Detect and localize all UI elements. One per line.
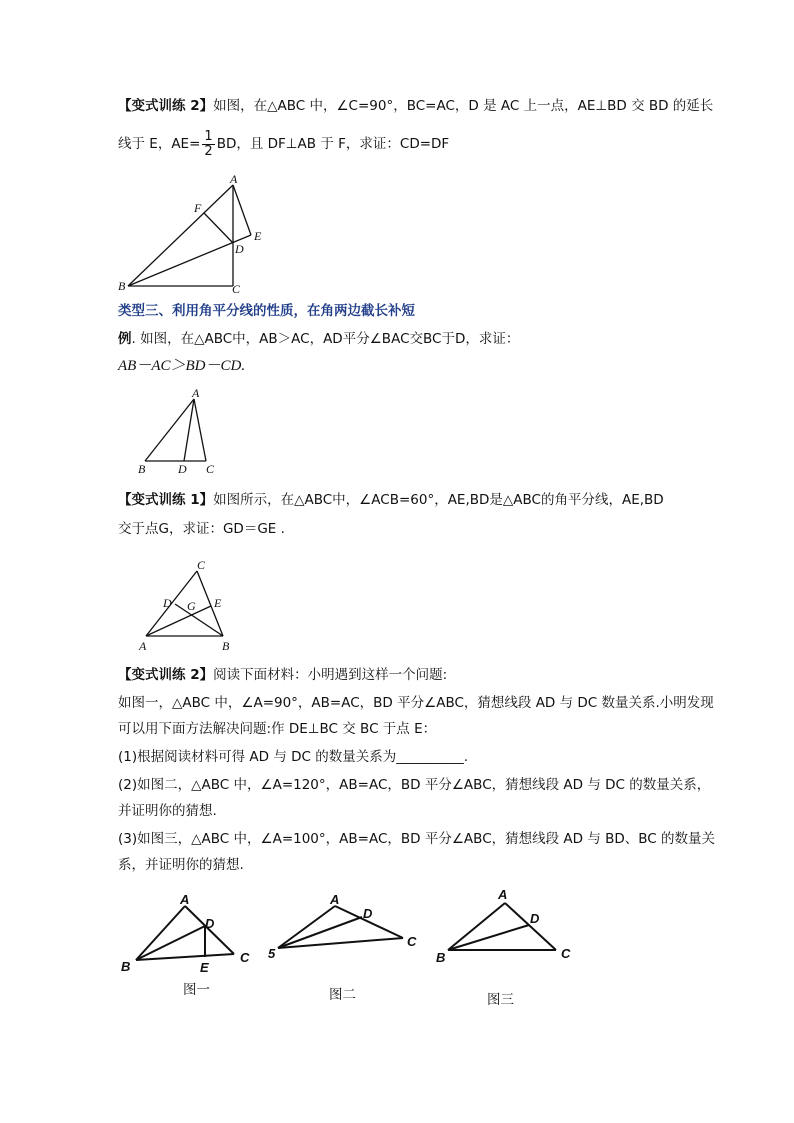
caption-figure-1: 图一 bbox=[183, 982, 210, 998]
fig2-segment-ab bbox=[278, 906, 335, 948]
question-2-line-2: 并证明你的猜想. bbox=[118, 803, 217, 819]
problem-2-text: 如图所示，在△ABC中，∠ACB=60°，AE,BD是△ABC的角平分线，AE,BD bbox=[213, 492, 664, 508]
fig1-label-d: D bbox=[205, 916, 215, 931]
problem-2-line-2: 交于点G，求证：GD＝GE . bbox=[118, 521, 285, 537]
label-c: C bbox=[206, 462, 215, 476]
fig2-segment-bd bbox=[278, 917, 362, 948]
problem-3-intro: 阅读下面材料：小明遇到这样一个问题: bbox=[213, 667, 448, 683]
label-g: G bbox=[187, 599, 196, 613]
fig2-label-b: 5 bbox=[268, 946, 276, 961]
label-c: C bbox=[197, 558, 206, 572]
label-a: A bbox=[139, 639, 147, 653]
fig1-label-c: C bbox=[240, 950, 250, 965]
label-f: F bbox=[194, 201, 202, 215]
problem-3-text-2: 可以用下面方法解决问题:作 DE⊥BC 交 BC 于点 E： bbox=[118, 721, 437, 737]
question-2-line-1: (2)如图二，△ABC 中，∠A=120°，AB=AC，BD 平分∠ABC，猜想线段 AD 与 DC 的数量关系， bbox=[118, 777, 711, 793]
example-text: . 如图，在△ABC中，AB＞AC，AD平分∠BAC交BC于D，求证： bbox=[131, 331, 520, 347]
label-d: D bbox=[235, 242, 244, 256]
question-1: (1)根据阅读材料可得 AD 与 DC 的数量关系为__________. bbox=[118, 749, 469, 765]
fig3-label-c: C bbox=[561, 946, 571, 961]
fig3-segment-bd bbox=[448, 925, 529, 950]
label-e: E bbox=[254, 229, 262, 243]
fig2-label-c: C bbox=[407, 934, 417, 949]
question-3-line-2: 系，并证明你的猜想. bbox=[118, 857, 244, 873]
fig3-label-a: A bbox=[498, 887, 508, 902]
fraction-numerator: 1 bbox=[204, 128, 213, 144]
problem-1-text: 如图，在△ABC 中，∠C=90°，BC=AC，D 是 AC 上一点，AE⊥BD 交 BD 的延长 bbox=[213, 98, 714, 114]
problem-3-text-1: 如图一，△ABC 中，∠A=90°，AB=AC，BD 平分∠ABC，猜想线段 AD 与 DC 数量关系.小明发现 bbox=[118, 695, 714, 711]
problem-2-tag: 【变式训练 1】 bbox=[118, 492, 214, 508]
label-b: B bbox=[118, 279, 126, 293]
fig2-segment-bc bbox=[278, 938, 403, 948]
fig1-segment-bc bbox=[136, 954, 234, 960]
fig3-segment-ab bbox=[448, 903, 505, 950]
label-d: D bbox=[163, 596, 172, 610]
label-d: D bbox=[178, 462, 187, 476]
label-a: A bbox=[192, 386, 200, 400]
fig1-segment-ab bbox=[136, 906, 185, 960]
problem-1-text-2a: 线于 E，AE= bbox=[118, 136, 201, 152]
fig3-label-d: D bbox=[530, 911, 540, 926]
fig1-segment-bd bbox=[136, 926, 205, 960]
example-claim: AB－AC＞BD－CD. bbox=[118, 358, 246, 374]
fig1-label-a: A bbox=[180, 892, 190, 907]
label-b: B bbox=[138, 462, 146, 476]
label-e: E bbox=[214, 596, 222, 610]
fig1-label-b: B bbox=[121, 959, 131, 974]
fig1-label-e: E bbox=[200, 960, 209, 975]
caption-figure-2: 图二 bbox=[329, 987, 356, 1003]
problem-3-tag: 【变式训练 2】 bbox=[118, 667, 214, 683]
fraction-denominator: 2 bbox=[204, 143, 213, 159]
question-3-line-1: (3)如图三，△ABC 中，∠A=100°，AB=AC，BD 平分∠ABC，猜想线段 AD 与 BD、BC 的数量关 bbox=[118, 831, 716, 847]
example-prefix: 例 bbox=[118, 331, 132, 347]
section-title-type-3: 类型三、利用角平分线的性质，在角两边截长补短 bbox=[118, 303, 415, 319]
label-c: C bbox=[232, 282, 241, 296]
caption-figure-3: 图三 bbox=[487, 992, 514, 1008]
fig3-label-b: B bbox=[436, 950, 446, 965]
label-a: A bbox=[230, 172, 238, 186]
problem-1-tag: 【变式训练 2】 bbox=[118, 98, 214, 114]
fig2-label-a: A bbox=[330, 892, 340, 907]
label-b: B bbox=[222, 639, 230, 653]
fig2-label-d: D bbox=[363, 906, 373, 921]
problem-1-text-2b: BD，且 DF⊥AB 于 F，求证：CD=DF bbox=[216, 136, 450, 152]
